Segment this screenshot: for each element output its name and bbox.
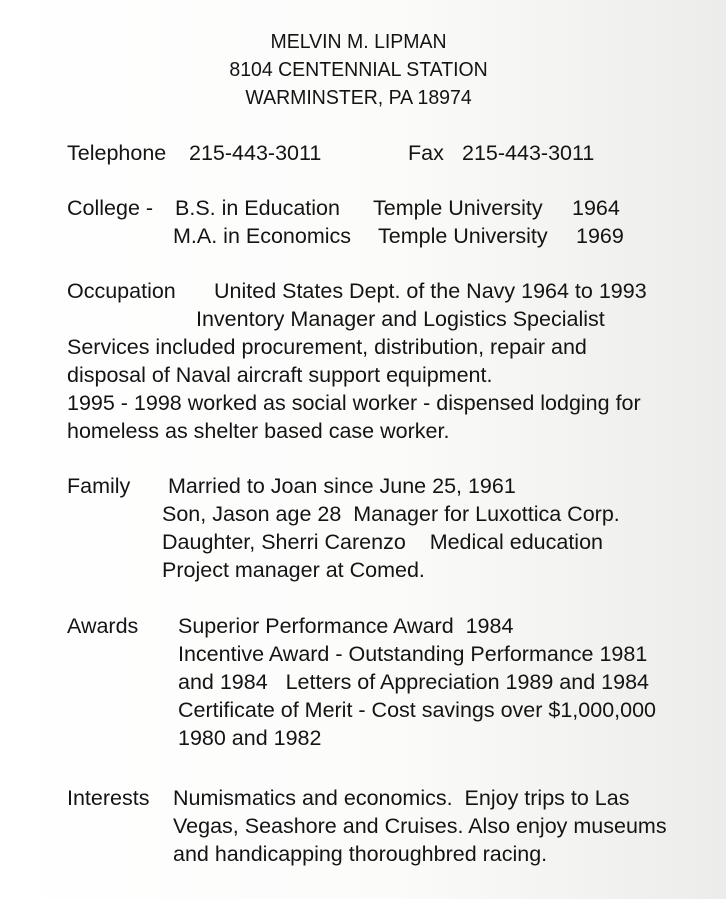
address-line-2: WARMINSTER, PA 18974 — [245, 87, 472, 109]
college-school: Temple University — [373, 196, 543, 220]
telephone-label: Telephone — [67, 141, 167, 165]
college-year: 1969 — [576, 224, 624, 248]
awards-line: 1980 and 1982 — [178, 726, 322, 750]
family-line: Daughter, Sherri Carenzo Medical education — [162, 530, 603, 554]
resume-name: MELVIN M. LIPMAN — [270, 31, 447, 53]
occupation-label: Occupation — [67, 279, 176, 303]
awards-line: and 1984 Letters of Appreciation 1989 and 1984 — [178, 670, 649, 694]
family-line: Son, Jason age 28 Manager for Luxottica Corp. — [162, 502, 620, 526]
family-line: Project manager at Comed. — [162, 558, 425, 582]
awards-line: Incentive Award - Outstanding Performance 1981 — [178, 642, 648, 666]
family-line: Married to Joan since June 25, 1961 — [168, 474, 516, 498]
college-school: Temple University — [378, 224, 548, 248]
awards-label: Awards — [67, 614, 139, 638]
interests-line: Vegas, Seashore and Cruises. Also enjoy museums — [173, 814, 667, 838]
awards-line: Superior Performance Award 1984 — [178, 614, 514, 638]
telephone-number: 215-443-3011 — [189, 141, 322, 165]
address-line-1: 8104 CENTENNIAL STATION — [229, 59, 488, 81]
college-year: 1964 — [572, 196, 620, 220]
interests-label: Interests — [67, 786, 150, 810]
awards-line: Certificate of Merit - Cost savings over $1,000,000 — [178, 698, 656, 722]
occupation-line: Inventory Manager and Logistics Specialist — [196, 307, 605, 331]
college-degree: M.A. in Economics — [173, 224, 352, 248]
family-label: Family — [67, 474, 131, 498]
occupation-line: homeless as shelter based case worker. — [67, 419, 450, 443]
college-degree: B.S. in Education — [175, 196, 340, 220]
interests-line: and handicapping thoroughbred racing. — [173, 842, 548, 866]
college-label: College - — [67, 196, 154, 220]
occupation-line: disposal of Naval aircraft support equipment. — [67, 363, 493, 387]
occupation-line: United States Dept. of the Navy 1964 to 1993 — [214, 279, 647, 303]
occupation-line: Services included procurement, distribution, repair and — [67, 335, 587, 359]
occupation-line: 1995 - 1998 worked as social worker - dispensed lodging for — [67, 391, 641, 415]
fax-label: Fax — [408, 141, 444, 165]
interests-line: Numismatics and economics. Enjoy trips to Las — [173, 786, 630, 810]
fax-number: 215-443-3011 — [462, 141, 595, 165]
